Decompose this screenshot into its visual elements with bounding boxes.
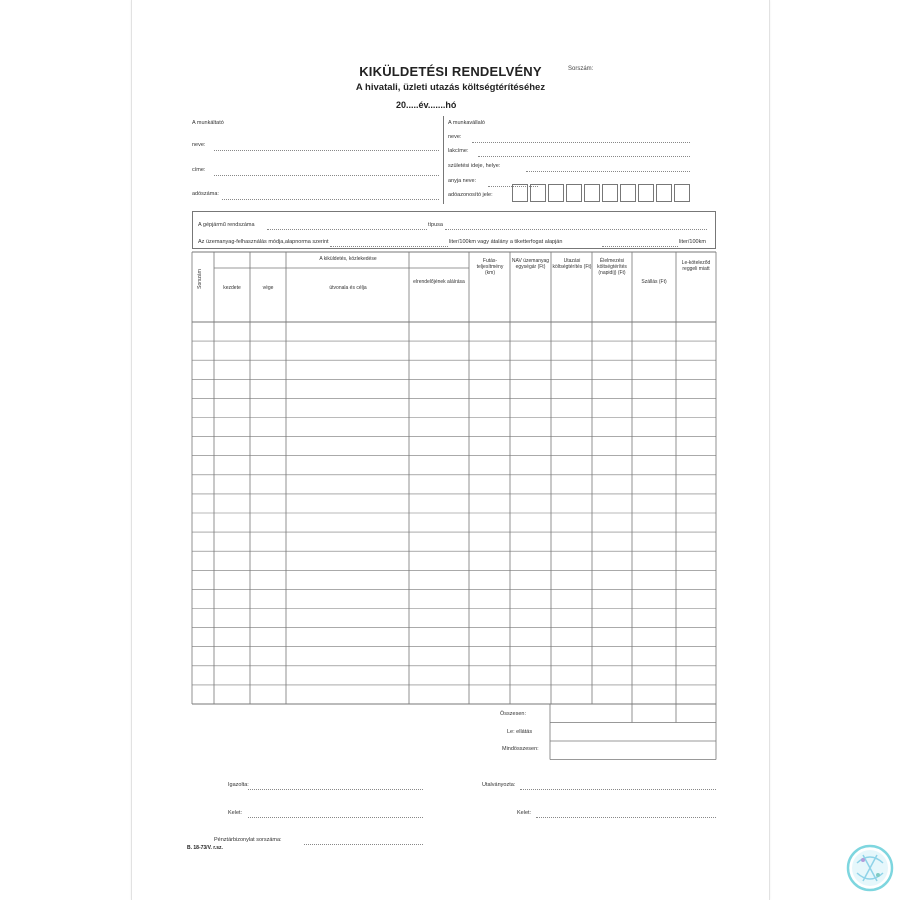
travel-table — [132, 0, 769, 900]
col-fuel-price: NAV üzemanyag egységár (Ft) — [511, 258, 550, 270]
employee-mother-label: anyja neve: — [448, 178, 477, 184]
employee-name-label: neve: — [448, 134, 462, 140]
rowno-header: Sorszám — [196, 269, 203, 289]
employee-header: A munkavállaló — [448, 120, 485, 126]
col-distance: Futás-teljesítmény (km) — [476, 258, 504, 276]
deduction-label: Le: ellátás — [507, 729, 533, 735]
form-subtitle: A hivatali, üzleti utazás költségtérítéséhez — [355, 82, 546, 93]
date-right-line[interactable] — [536, 817, 716, 818]
fuel-unit2: liter/100km — [679, 239, 706, 245]
form-code: B. 18-73/V. r.sz. — [187, 845, 223, 851]
fuel-label: Az üzemanyag-felhasználás módja,alapnorma szerint — [198, 239, 329, 245]
authorized-label: Utalványozta: — [482, 782, 516, 788]
col-start: kezdete — [223, 285, 241, 291]
fuel-unit1: liter/100km vagy átalány a tiketterfogat alapján — [449, 239, 563, 245]
receipt-line[interactable] — [304, 844, 423, 845]
verified-label: Igazolta: — [228, 782, 249, 788]
col-route: útvonala és célja — [329, 285, 367, 291]
date-right-label: Kelet: — [517, 810, 532, 816]
group-header: A kiküldetés, közlekedése — [319, 256, 377, 262]
plate-label: A gépjármű rendszáma — [198, 222, 255, 228]
total-label: Összesen: — [500, 711, 526, 717]
col-travel-cost: Utazási költségtérítés (Ft) — [552, 258, 592, 270]
form-sheet — [131, 0, 770, 900]
employee-taxid-label: adóazonosító jele: — [448, 192, 493, 198]
employer-name-label: neve: — [192, 142, 206, 148]
col-lodging: Szállás (Ft) — [641, 279, 667, 285]
authorized-line[interactable] — [520, 789, 716, 790]
date-left-label: Kelet: — [228, 810, 243, 816]
col-meal-cost: Élelmezési költségtérítés (napidíj) (Ft) — [597, 258, 627, 276]
date-line: 20.....év.......hó — [396, 100, 457, 110]
col-signature: elrendelőjének aláírása — [413, 279, 465, 285]
col-breakfast: Le-köteleződ reggeli miatt — [681, 260, 711, 272]
form-title: KIKÜLDETÉSI RENDELVÉNY — [359, 64, 542, 79]
employee-birth-label: születési ideje, helye: — [448, 163, 501, 169]
verified-line[interactable] — [248, 789, 423, 790]
receipt-label: Pénztárbizonylat sorszáma: — [214, 837, 282, 843]
type-label: típusa — [428, 222, 443, 228]
employee-address-label: lakcíme: — [448, 148, 469, 154]
col-end: vége — [262, 285, 274, 291]
employer-tax-label: adószáma: — [192, 191, 219, 197]
serial-label: Sorszám: — [568, 66, 594, 72]
employer-header: A munkáltató — [192, 120, 224, 126]
employer-address-label: címe: — [192, 167, 206, 173]
globe-logo-icon — [845, 843, 895, 893]
grand-total-label: Mindösszesen: — [502, 746, 539, 752]
date-left-line[interactable] — [248, 817, 423, 818]
